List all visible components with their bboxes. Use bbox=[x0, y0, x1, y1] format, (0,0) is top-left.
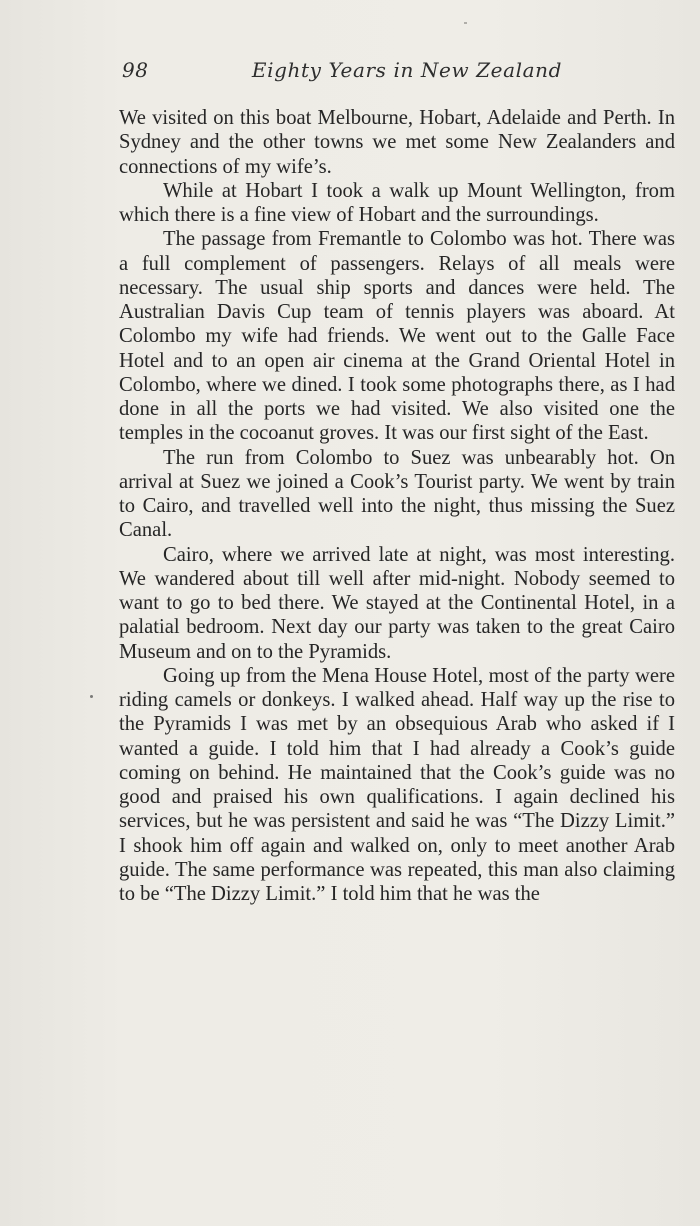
paragraph: The passage from Fremantle to Colombo was hot. There was a full complement of passengers. Relays of all meals were necessary. The usual ship sports and dances were held. The Australian Davis Cup team of tennis players was aboard. At Colombo my wife had friends. We went out to the Galle Face Hotel and to an open air cinema at the Grand Oriental Hotel in Colombo, where we dined. I took some photographs there, as I had done in all the ports we had visited. We also visited one the temples in the cocoanut groves. It was our first sight of the East. bbox=[119, 228, 675, 445]
paragraph: While at Hobart I took a walk up Mount Wellington, from which there is a fine view of Hobart and the surroundings. bbox=[119, 179, 675, 226]
running-head bbox=[122, 58, 562, 86]
paragraph: Going up from the Mena House Hotel, most of the party were riding camels or donkeys. I walked ahead. Half way up the rise to the Pyramids I was met by an obsequious Arab who asked if I wanted a guide. I told him that I had already a Cook’s guide coming on behind. He maintained that the Cook’s guide was no good and praised his own qualifications. I again declined his services, but he was persistent and said he was “The Dizzy Limit.” I shook him off again and walked on, only to meet another Arab guide. The same performance was repeated, this man also claiming to be “The Dizzy Limit.” I told him that he was the bbox=[119, 664, 675, 905]
body-text bbox=[119, 106, 675, 906]
paragraph: Cairo, where we arrived late at night, was most interesting. We wandered about till well after mid-night. Nobody seemed to want to go to bed there. We stayed at the Continental Hotel, in a palatial bedroom. Next day our party was taken to the great Cairo Museum and on to the Pyramids. bbox=[119, 543, 675, 663]
paper-speck bbox=[464, 22, 467, 24]
paragraph: The run from Colombo to Suez was unbearably hot. On arrival at Suez we joined a Cook’s Tourist party. We went by train to Cairo, and travelled well into the night, thus missing the Suez Canal. bbox=[119, 446, 675, 542]
book-title: Eighty Years in New Zealand bbox=[251, 58, 562, 82]
paragraph: We visited on this boat Melbourne, Hobart, Adelaide and Perth. In Sydney and the other towns we met some New Zealanders and connections of my wife’s. bbox=[119, 107, 675, 178]
page-number: 98 bbox=[122, 58, 149, 82]
margin-dot bbox=[90, 695, 93, 698]
